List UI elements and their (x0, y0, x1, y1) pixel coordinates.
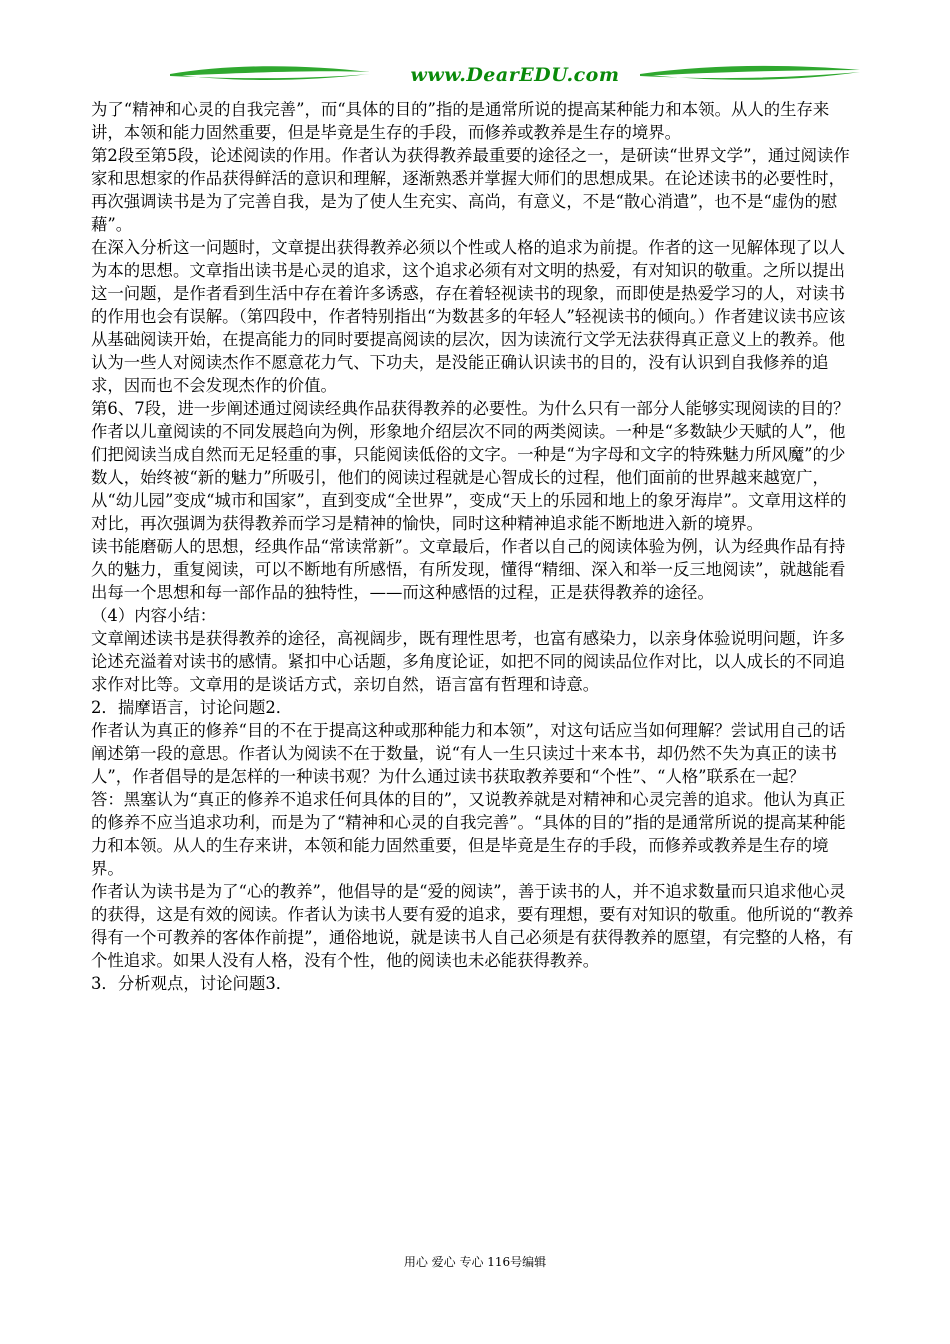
answer-2-part-1: 答：黑塞认为“真正的修养不追求任何具体的目的”，又说教养就是对精神和心灵完善的追求。他认为真正的修养不应当追求功利，而是为了“精神和心灵的自我完善”。“具体的目的”指的是通常所说的提高某种能力和本领。从人的生存来讲，本领和能力固然重要，但是毕竟是生存的手段，而修养或教养是生存的境界。 (91, 790, 846, 878)
question-2: 作者认为真正的修养“目的不在于提高这种或那种能力和本领”，对这句话应当如何理解？尝试用自己的话阐述第一段的意思。作者认为阅读不在于数量，说“有人一生只读过十来本书，却仍然不失为真正的读书人”，作者倡导的是怎样的一种读书观？为什么通过读书获取教养要和“个性”、“人格”联系在一起？ (91, 721, 846, 786)
page-header (170, 60, 860, 94)
section-heading-summary: （4）内容小结： (91, 606, 217, 625)
paragraph-4: 第6、7段，进一步阐述通过阅读经典作品获得教养的必要性。为什么只有一部分人能够实现阅读的目的？作者以儿童阅读的不同发展趋向为例，形象地介绍层次不同的两类阅读。一种是“多数缺少天赋的人”，他们把阅读当成自然而无足轻重的事，只能阅读低俗的文字。一种是“为字母和文字的特殊魅力所风魔”的少数人，始终被“新的魅力”所吸引，他们的阅读过程就是心智成长的过程，他们面前的世界越来越宽广，从“幼儿园”变成“城市和国家”，直到变成“全世界”，变成“天上的乐园和地上的象牙海岸”。文章用这样的对比，再次强调为获得教养而学习是精神的愉快，同时这种精神追求能不断地进入新的境界。 (91, 399, 850, 533)
document-body (91, 98, 861, 995)
section-heading-3: 3．分析观点，讨论问题3． (91, 974, 293, 993)
paragraph-5: 读书能磨砺人的思想，经典作品“常读常新”。文章最后，作者以自己的阅读体验为例，认为经典作品有持久的魅力，重复阅读，可以不断地有所感悟，有所发现，懂得“精细、深入和举一反三地阅读”，就越能看出每一个思想和每一部作品的独特性，——而这种感悟的过程，正是获得教养的途径。 (91, 537, 846, 602)
page-footer: 用心 爱心 专心 116号编辑 (403, 1255, 547, 1269)
paragraph-1: 为了“精神和心灵的自我完善”，而“具体的目的”指的是通常所说的提高某种能力和本领。从人的生存来讲，本领和能力固然重要，但是毕竟是生存的手段，而修养或教养是生存的境界。 (91, 100, 830, 142)
paragraph-3: 在深入分析这一问题时，文章提出获得教养必须以个性或人格的追求为前提。作者的这一见解体现了以人为本的思想。文章指出读书是心灵的追求，这个追求必须有对文明的热爱，有对知识的敬重。之所以提出这一问题，是作者看到生活中存在着许多诱惑，存在着轻视读书的现象，而即使是热爱学习的人，对读书的作用也会有误解。（第四段中，作者特别指出“为数甚多的年轻人”轻视读书的倾向。）作者建议读书应该从基础阅读开始，在提高能力的同时要提高阅读的层次，因为读流行文学无法获得真正意义上的教养。他认为一些人对阅读杰作不愿意花力气、下功夫，是没能正确认识读书的目的，没有认识到自我修养的追求，因而也不会发现杰作的价值。 (91, 238, 846, 395)
paragraph-2: 第2段至第5段，论述阅读的作用。作者认为获得教养最重要的途径之一，是研读“世界文学”，通过阅读作家和思想家的作品获得鲜活的意识和理解，逐渐熟悉并掌握大师们的思想成果。在论述读书的必要性时，再次强调读书是为了完善自我，是为了使人生充实、高尚，有意义，不是“散心消遣”，也不是“虚伪的慰藉”。 (91, 146, 850, 234)
section-heading-2: 2．揣摩语言，讨论问题2． (91, 698, 293, 717)
answer-2-part-2: 作者认为读书是为了“心的教养”，他倡导的是“爱的阅读”，善于读书的人，并不追求数量而只追求他心灵的获得，这是有效的阅读。作者认为读书人要有爱的追求，要有理想，要有对知识的敬重。他所说的“教养得有一个可教养的客体作前提”，通俗地说，就是读书人自己必须是有获得教养的愿望，有完整的人格，有个性追求。如果人没有人格，没有个性，他的阅读也未必能获得教养。 (91, 882, 854, 970)
site-logo[interactable]: www.DearEDU.com (410, 64, 620, 86)
paragraph-summary: 文章阐述读书是获得教养的途径，高视阔步，既有理性思考，也富有感染力，以亲身体验说明问题，许多论述充溢着对读书的感情。紧扣中心话题，多角度论证，如把不同的阅读品位作对比，以人成长的不同追求作对比等。文章用的是谈话方式，亲切自然，语言富有哲理和诗意。 (91, 629, 845, 694)
